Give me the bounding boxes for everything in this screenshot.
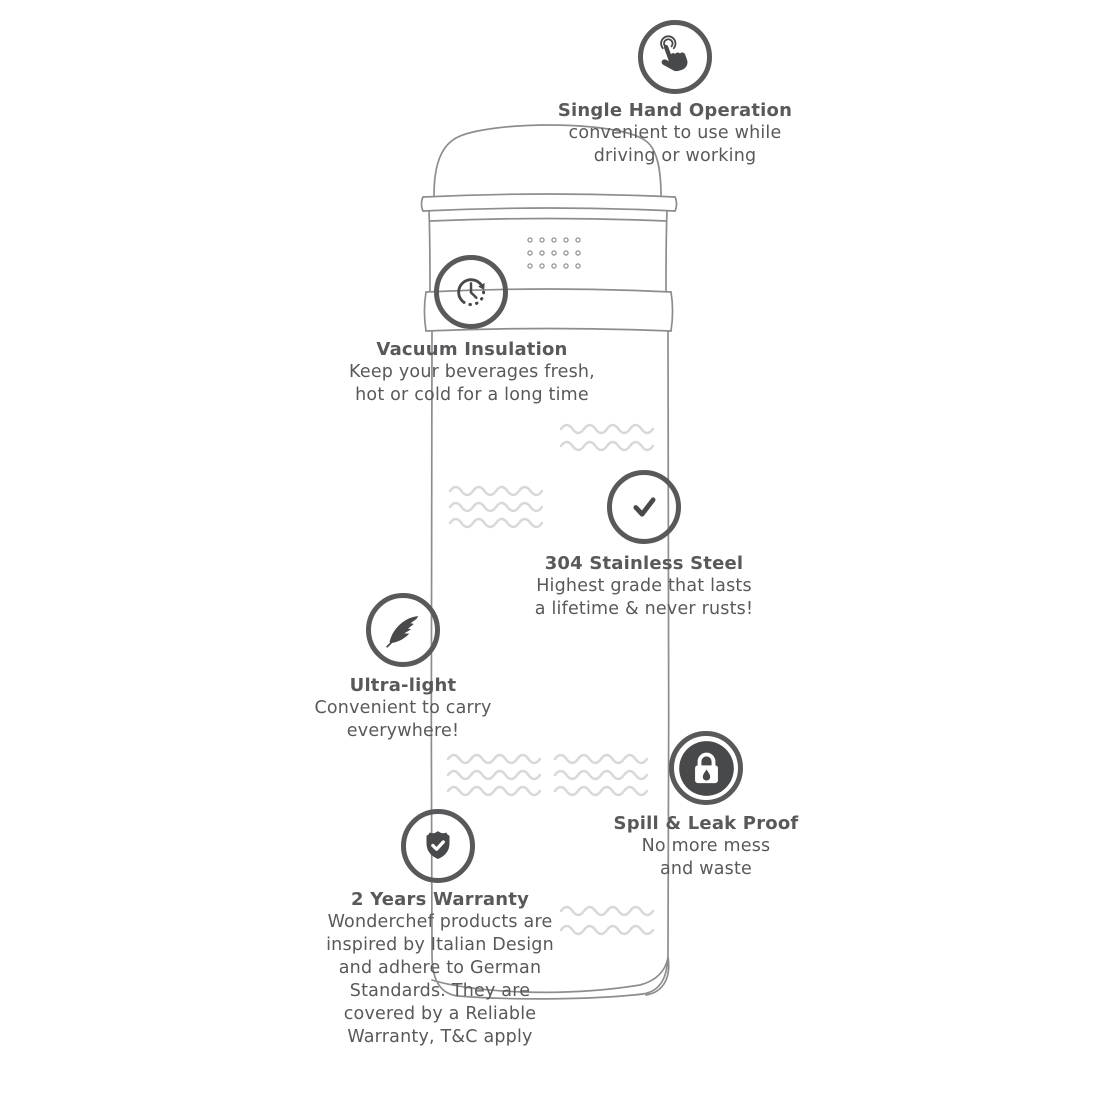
tap-hand-icon	[652, 34, 698, 80]
feature-text: Convenient to carry	[314, 698, 492, 718]
feature-text: No more mess	[641, 836, 771, 856]
feature-title: 304 Stainless Steel	[544, 553, 744, 574]
feature-text: Keep your beverages fresh,	[349, 362, 595, 382]
feature-title: Vacuum Insulation	[376, 339, 568, 360]
feature-text: inspired by Italian Design	[326, 935, 554, 955]
ultra-light-caption	[263, 674, 543, 743]
spill-leak-proof-caption	[566, 812, 846, 881]
feature-text: hot or cold for a long time	[355, 385, 589, 405]
feature-text: Highest grade that lasts	[536, 576, 752, 596]
ultra-light-badge	[366, 593, 440, 667]
feature-text: Standards. They are	[349, 981, 531, 1001]
feature-title: Ultra-light	[349, 675, 457, 696]
feature-text: Wonderchef products are	[327, 912, 553, 932]
feature-title: Single Hand Operation	[557, 100, 793, 121]
feather-icon	[380, 607, 426, 653]
feature-text: covered by a Reliable	[343, 1004, 537, 1024]
warranty-caption	[290, 888, 590, 1049]
single-hand-operation-badge	[638, 20, 712, 94]
checkmark-icon	[621, 484, 667, 530]
single-hand-operation-caption	[535, 99, 815, 168]
padlock-drop-icon	[676, 738, 737, 799]
stainless-steel-caption	[504, 552, 784, 621]
feature-text: convenient to use while	[568, 123, 782, 143]
stainless-steel-badge	[607, 470, 681, 544]
feature-title: 2 Years Warranty	[351, 889, 529, 910]
vacuum-insulation-caption	[332, 338, 612, 407]
cap-dot-grid	[528, 238, 580, 268]
feature-text: driving or working	[593, 146, 757, 166]
vacuum-insulation-badge	[434, 255, 508, 329]
spill-leak-proof-badge	[669, 731, 743, 805]
shield-check-icon	[415, 823, 461, 869]
feature-text: and waste	[659, 859, 753, 879]
clock-rotation-icon	[448, 269, 494, 315]
feature-text: a lifetime & never rusts!	[534, 599, 754, 619]
feature-text: everywhere!	[346, 721, 460, 741]
feature-text: and adhere to German	[338, 958, 542, 978]
feature-text: Warranty, T&C apply	[347, 1027, 533, 1047]
feature-title: Spill & Leak Proof	[613, 813, 799, 834]
warranty-badge	[401, 809, 475, 883]
